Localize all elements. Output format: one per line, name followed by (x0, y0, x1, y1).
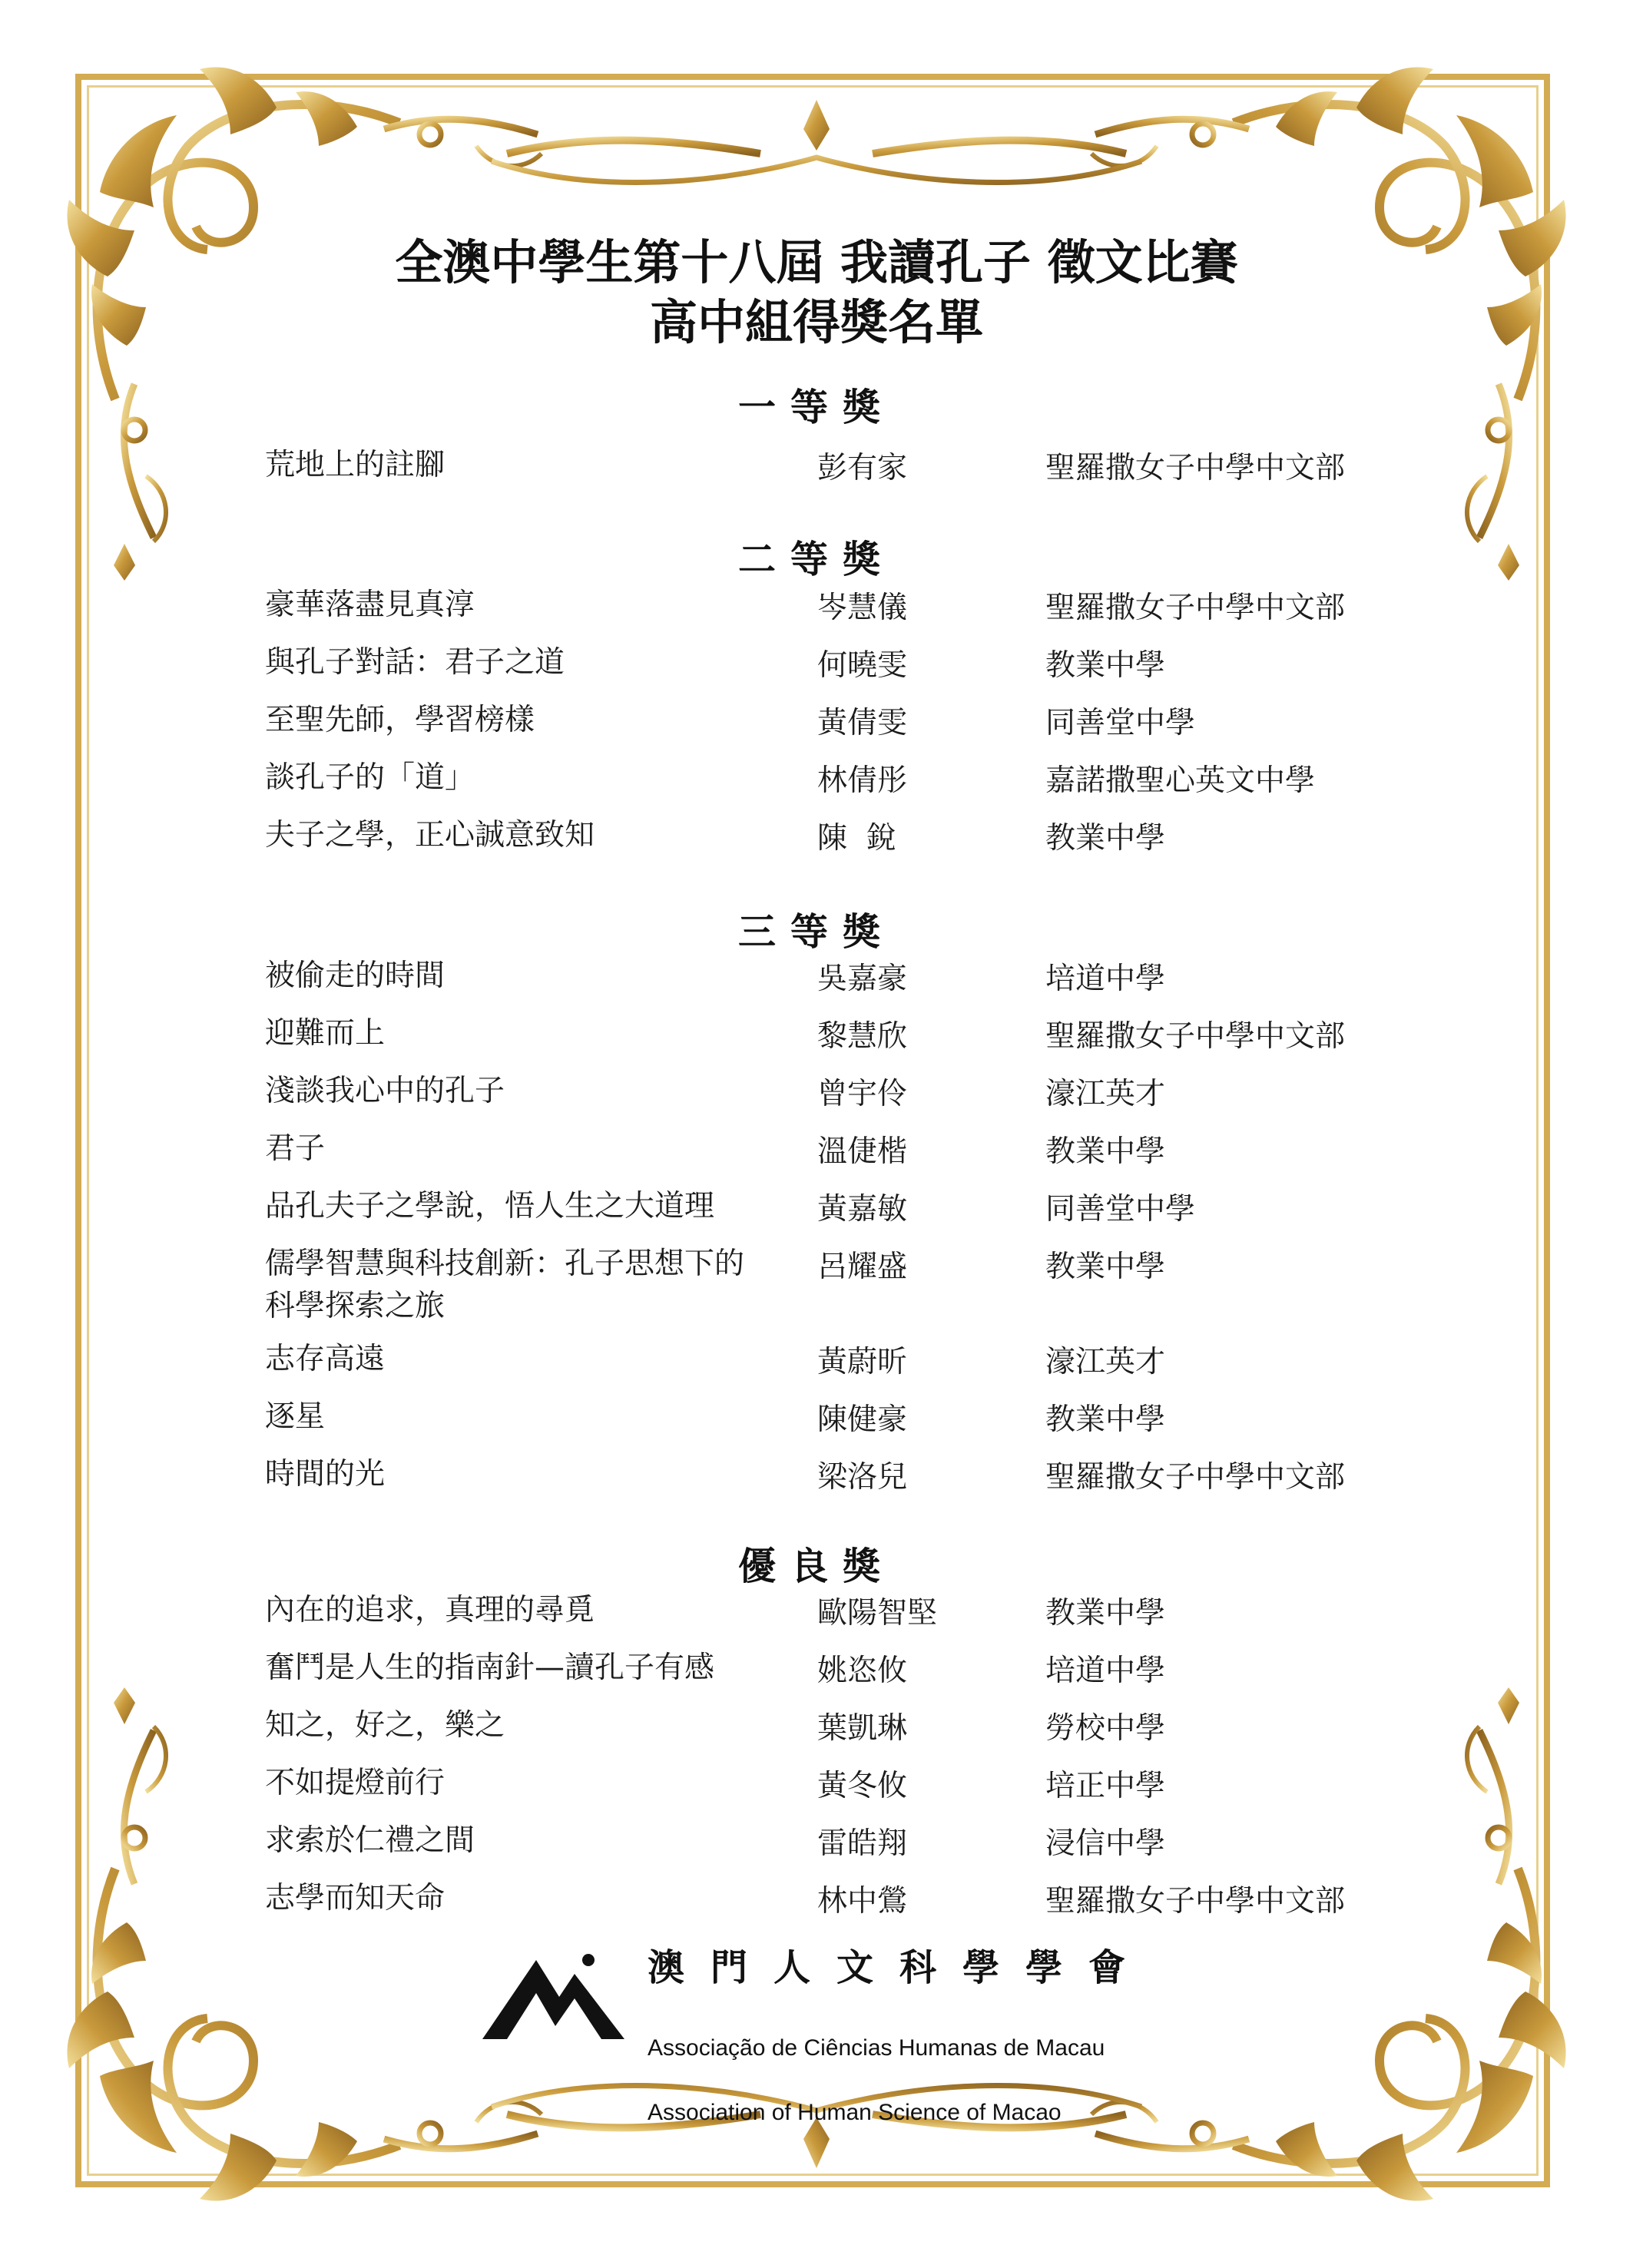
section-heading-third-prize: 三等獎 (737, 910, 895, 954)
student-name: 陳 銳 (817, 821, 896, 856)
essay-title: 不如提燈前行 (265, 1766, 446, 1800)
student-name: 溫倢楷 (817, 1134, 908, 1169)
student-name: 吳嘉豪 (817, 962, 908, 996)
organization-name-pt: Associação de Ciências Humanas de Macau Association of Human Science of Macao (648, 2035, 1105, 2125)
student-name: 彭有家 (817, 451, 908, 485)
student-name: 姚恣攸 (817, 1654, 908, 1688)
student-name: 黎慧欣 (817, 1019, 908, 1054)
student-name: 雷皓翔 (817, 1826, 908, 1861)
school-name: 教業中學 (1045, 648, 1166, 683)
student-name: 黃嘉敏 (817, 1192, 908, 1227)
essay-title: 淺談我心中的孔子 (265, 1074, 505, 1108)
school-name: 嘉諾撒聖心英文中學 (1045, 763, 1316, 798)
school-name: 教業中學 (1045, 1596, 1166, 1631)
section-heading-first-prize: 一等獎 (737, 386, 895, 429)
school-name: 聖羅撒女子中學中文部 (1045, 451, 1346, 485)
essay-title: 志存高遠 (265, 1342, 386, 1376)
essay-title: 豪華落盡見真淳 (265, 588, 475, 622)
school-name: 教業中學 (1045, 1134, 1166, 1169)
school-name: 同善堂中學 (1045, 1192, 1196, 1227)
mountain-logo-icon (482, 1951, 624, 2043)
section-heading-merit-prize: 優良獎 (737, 1545, 895, 1588)
school-name: 培道中學 (1045, 962, 1166, 996)
school-name: 聖羅撒女子中學中文部 (1045, 591, 1346, 625)
essay-title: 時間的光 (265, 1457, 386, 1492)
school-name: 聖羅撒女子中學中文部 (1045, 1019, 1346, 1054)
student-name: 黃蔚昕 (817, 1345, 908, 1379)
student-name: 陳健豪 (817, 1402, 908, 1437)
essay-title: 志學而知天命 (265, 1881, 446, 1915)
student-name: 葉凱琳 (817, 1711, 908, 1746)
essay-title: 奮鬥是人生的指南針—讀孔子有感 (265, 1651, 715, 1685)
essay-title: 夫子之學，正心誠意致知 (265, 818, 595, 853)
essay-title: 與孔子對話：君子之道 (265, 645, 565, 680)
student-name: 呂耀盛 (817, 1250, 908, 1284)
student-name: 何曉雯 (817, 648, 908, 683)
school-name: 教業中學 (1045, 1402, 1166, 1437)
list-subtitle: 高中組得獎名單 (649, 294, 983, 350)
student-name: 林中鶯 (817, 1884, 908, 1919)
school-name: 同善堂中學 (1045, 706, 1196, 740)
organization-name-zh: 澳門人文科學學會 (648, 1946, 1152, 1989)
school-name: 勞校中學 (1045, 1711, 1166, 1746)
essay-title: 迎難而上 (265, 1016, 386, 1051)
student-name: 曾宇伶 (817, 1077, 908, 1111)
school-name: 培正中學 (1045, 1769, 1166, 1803)
essay-title: 內在的追求，真理的尋覓 (265, 1593, 595, 1627)
essay-title: 儒學智慧與科技創新：孔子思想下的科學探索之旅 (265, 1247, 745, 1323)
student-name: 林倩彤 (817, 763, 908, 798)
school-name: 培道中學 (1045, 1654, 1166, 1688)
school-name: 聖羅撒女子中學中文部 (1045, 1460, 1346, 1495)
school-name: 濠江英才 (1045, 1077, 1166, 1111)
school-name: 浸信中學 (1045, 1826, 1166, 1861)
essay-title: 逐星 (265, 1399, 326, 1434)
school-name: 教業中學 (1045, 1250, 1166, 1284)
essay-title: 被偷走的時間 (265, 959, 446, 993)
competition-title: 全澳中學生第十八屆 我讀孔子 徵文比賽 (395, 234, 1238, 290)
student-name: 黃冬攸 (817, 1769, 908, 1803)
essay-title: 求索於仁禮之間 (265, 1823, 475, 1858)
student-name: 黃倩雯 (817, 706, 908, 740)
school-name: 教業中學 (1045, 821, 1166, 856)
essay-title: 知之，好之，樂之 (265, 1708, 505, 1743)
essay-title: 談孔子的「道」 (265, 760, 475, 795)
essay-title: 君子 (265, 1131, 326, 1166)
student-name: 梁洛兒 (817, 1460, 908, 1495)
school-name: 聖羅撒女子中學中文部 (1045, 1884, 1346, 1919)
essay-title: 品孔夫子之學說，悟人生之大道理 (265, 1189, 715, 1223)
essay-title: 荒地上的註腳 (265, 448, 446, 482)
school-name: 濠江英才 (1045, 1345, 1166, 1379)
student-name: 歐陽智堅 (817, 1596, 938, 1631)
student-name: 岑慧儀 (817, 591, 908, 625)
essay-title: 至聖先師，學習榜樣 (265, 703, 535, 737)
organization-name-en: Association of Human Science of Macao (648, 2100, 1062, 2125)
section-heading-second-prize: 二等獎 (737, 538, 895, 581)
